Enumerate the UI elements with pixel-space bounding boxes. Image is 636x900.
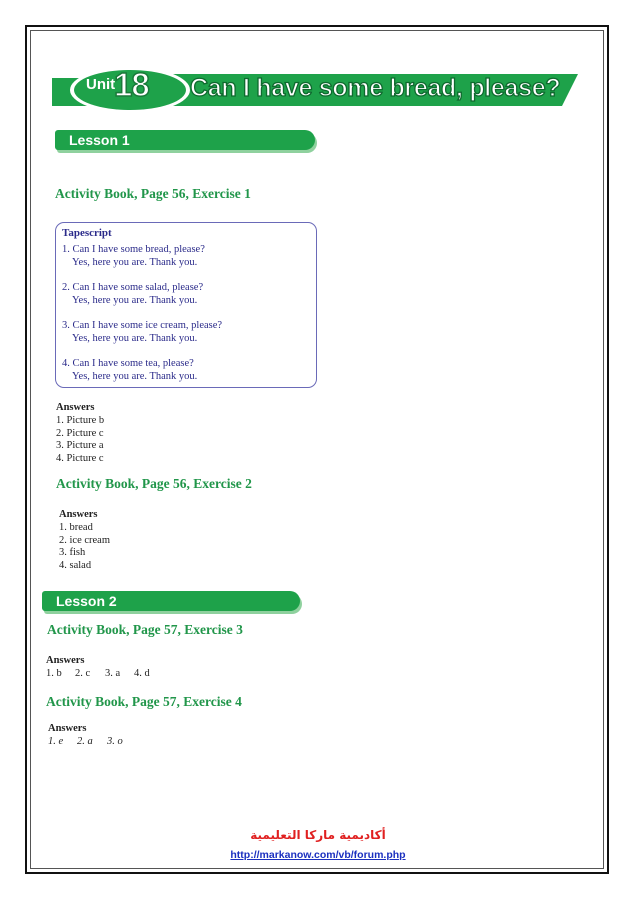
footer-academy-name: أكاديمية ماركا التعليمية	[250, 828, 386, 842]
answers-label: Answers	[48, 723, 87, 734]
answer-item: 3. fish	[59, 547, 86, 558]
lesson-2-label: Lesson 2	[56, 593, 117, 609]
answer-item: 1. e	[48, 736, 64, 747]
answer-item: 1. bread	[59, 522, 93, 533]
tapescript-answer: Yes, here you are. Thank you.	[72, 333, 198, 344]
lesson-1-bar	[55, 130, 315, 150]
footer-link[interactable]: http://markanow.com/vb/forum.php	[230, 849, 406, 861]
lesson-1-label: Lesson 1	[69, 132, 130, 148]
lesson-2-bar	[42, 591, 300, 611]
exercise-1-heading: Activity Book, Page 56, Exercise 1	[55, 186, 251, 201]
tapescript-question: 4. Can I have some tea, please?	[62, 358, 194, 369]
unit-word: Unit	[86, 76, 116, 93]
answer-item: 2. Picture c	[56, 428, 104, 439]
tapescript-question: 1. Can I have some bread, please?	[62, 244, 205, 255]
answer-item: 2. c	[75, 668, 91, 679]
tapescript-title: Tapescript	[62, 227, 112, 239]
tapescript-question: 2. Can I have some salad, please?	[62, 282, 204, 293]
answer-item: 3. Picture a	[56, 440, 104, 451]
answer-item: 4. d	[134, 668, 150, 679]
answer-item: 1. b	[46, 668, 62, 679]
answer-item: 4. Picture c	[56, 453, 104, 464]
tapescript-answer: Yes, here you are. Thank you.	[72, 371, 198, 382]
answer-item: 3. o	[107, 736, 123, 747]
answers-label: Answers	[59, 509, 98, 520]
answer-item: 4. salad	[59, 560, 92, 571]
answer-item: 2. a	[77, 736, 93, 747]
exercise-2-heading: Activity Book, Page 56, Exercise 2	[56, 476, 252, 491]
answer-item: 2. ice cream	[59, 535, 111, 546]
tapescript-question: 3. Can I have some ice cream, please?	[62, 320, 223, 331]
answers-label: Answers	[56, 402, 95, 413]
tapescript-answer: Yes, here you are. Thank you.	[72, 295, 198, 306]
answer-item: 1. Picture b	[56, 415, 105, 426]
tapescript-box	[55, 222, 317, 388]
exercise-3-heading: Activity Book, Page 57, Exercise 3	[47, 622, 243, 637]
answers-label: Answers	[46, 655, 85, 666]
answer-item: 3. a	[105, 668, 121, 679]
exercise-4-heading: Activity Book, Page 57, Exercise 4	[46, 694, 242, 709]
tapescript-answer: Yes, here you are. Thank you.	[72, 257, 198, 268]
unit-title: Can I have some bread, please?	[190, 74, 561, 102]
unit-number: 18	[114, 66, 149, 103]
